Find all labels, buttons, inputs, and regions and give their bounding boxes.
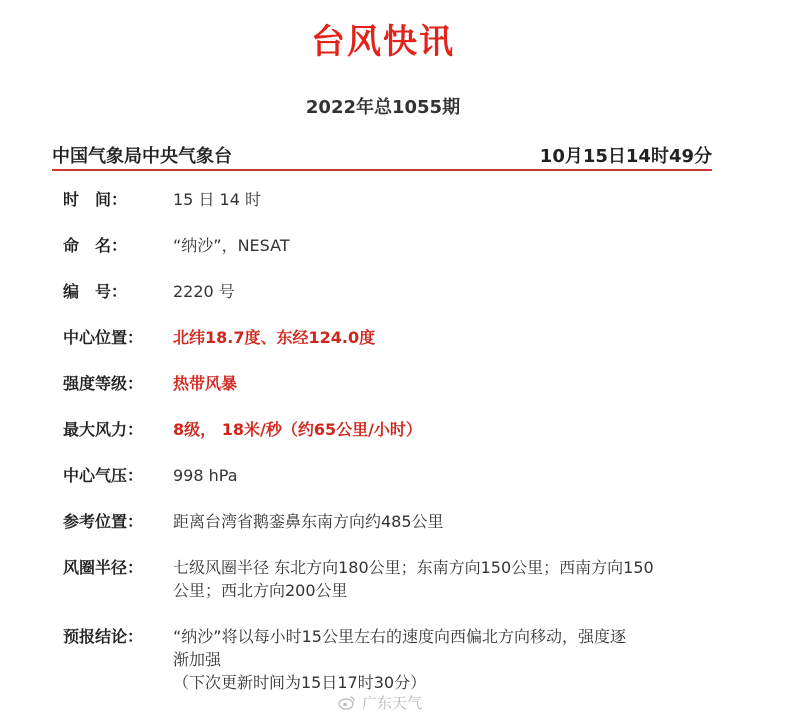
issue-number: 2022年总1055期 (305, 97, 461, 118)
field-label: 命 名： (63, 236, 128, 255)
field-label: 最大风力： (63, 420, 144, 439)
field-label: 参考位置： (63, 512, 144, 531)
field-value: “纳沙”，NESAT (173, 236, 290, 255)
field-label: 强度等级： (63, 374, 144, 393)
field-value: 2220 号 (173, 282, 235, 301)
field-value: 15 日 14 时 (173, 190, 261, 209)
field-value (173, 625, 703, 694)
weibo-icon (338, 695, 356, 710)
field-value: 8级， 18米/秒（约65公里/小时） (173, 420, 422, 439)
value-line: 七级风圈半径 东北方向180公里；东南方向150公里；西南方向150 (173, 558, 654, 577)
field-label: 时 间： (63, 190, 128, 209)
field-label: 中心气压： (63, 466, 144, 485)
field-value (173, 556, 703, 602)
field-label: 风圈半径： (63, 558, 144, 577)
watermark (338, 690, 422, 714)
field-value: 北纬18.7度、东经124.0度 (173, 328, 376, 347)
watermark-text: 广东天气 (362, 693, 423, 712)
value-line: 渐加强 (173, 650, 222, 669)
field-label: 中心位置： (63, 328, 144, 347)
value-line: （下次更新时间为15日17时30分） (173, 673, 427, 692)
field-label: 编 号： (63, 282, 128, 301)
value-line: 公里；西北方向200公里 (173, 581, 348, 600)
header-divider (52, 169, 712, 171)
field-value: 998 hPa (173, 466, 238, 485)
header-row (52, 142, 712, 168)
page-title: 台风快讯 (311, 22, 455, 62)
issuer: 中国气象局中央气象台 (52, 146, 232, 167)
field-label: 预报结论： (63, 627, 144, 646)
field-value: 距离台湾省鹅銮鼻东南方向约485公里 (173, 512, 444, 531)
field-value: 热带风暴 (173, 374, 238, 393)
issue-time: 10月15日14时49分 (539, 146, 712, 167)
value-line: “纳沙”将以每小时15公里左右的速度向西偏北方向移动，强度逐 (173, 627, 626, 646)
